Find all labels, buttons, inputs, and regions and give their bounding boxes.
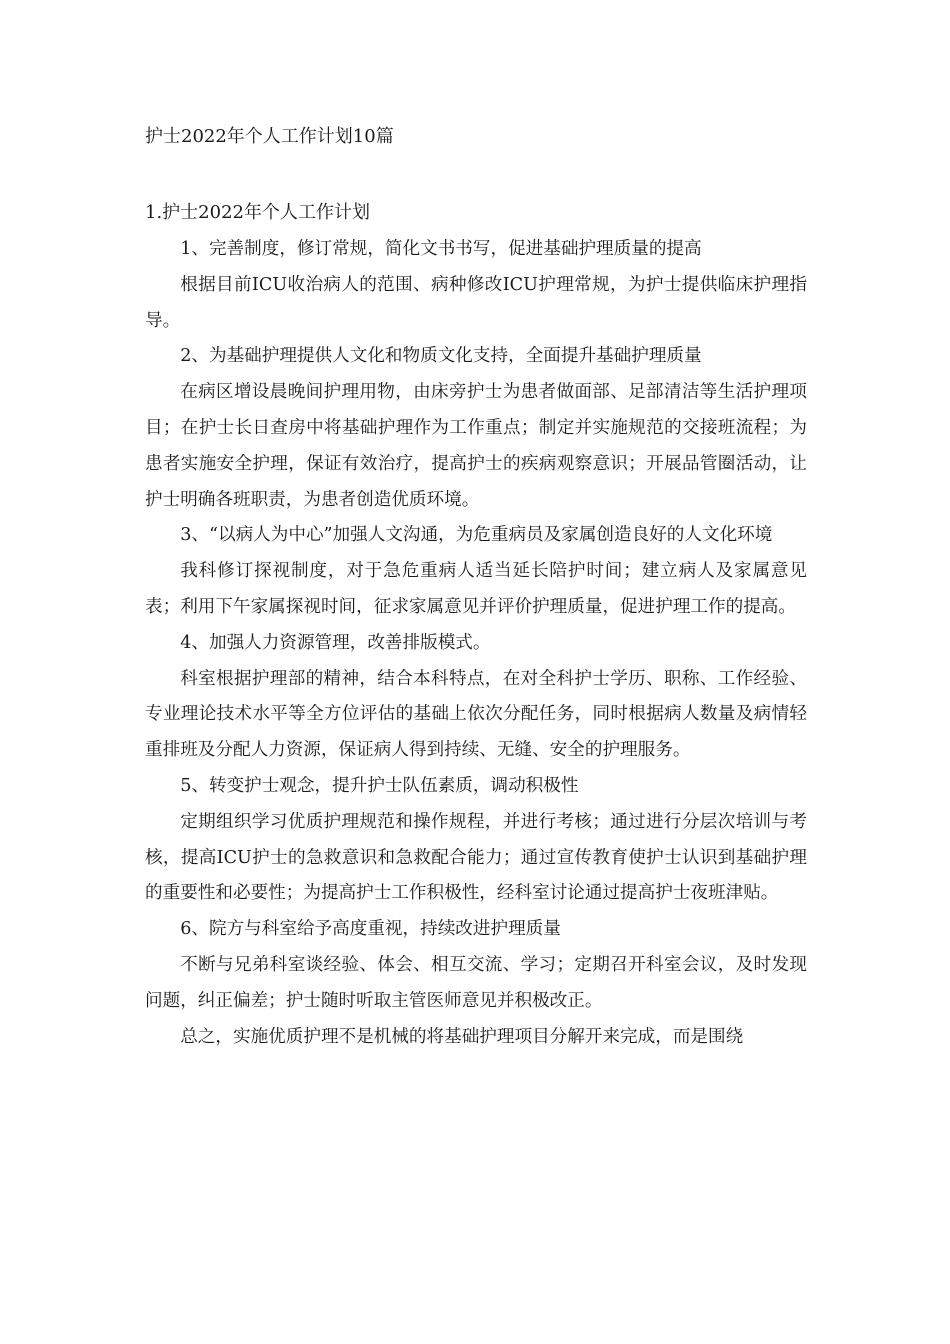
- body-paragraph: 总之，实施优质护理不是机械的将基础护理项目分解开来完成，而是围绕: [180, 1026, 744, 1047]
- item-heading: 1、完善制度，修订常规，简化文书书写，促进基础护理质量的提高: [180, 239, 702, 259]
- body-paragraph: 我科修订探视制度，对于急危重病人适当延长陪护时间；建立病人及家属意见表；利用下午家属探视时间，征求家属意见并评价护理质量，促进护理工作的提高。: [145, 561, 807, 617]
- body-paragraph: 科室根据护理部的精神，结合本科特点，在对全科护士学历、职称、工作经验、专业理论技术水平等全方位评估的基础上依次分配任务，同时根据病人数量及病情轻重排班及分配人力资源，保证病人得到持续、无缝、安全的护理服务。: [145, 668, 807, 761]
- body-paragraph: 定期组织学习优质护理规范和操作规程，并进行考核；通过进行分层次培训与考核，提高ICU护士的急救意识和急救配合能力；通过宣传教育使护士认识到基础护理的重要性和必要性；为提高护士工作积极性，经科室讨论通过提高护士夜班津贴。: [145, 811, 807, 904]
- section-heading: 1.护士2022年个人工作计划: [145, 202, 370, 223]
- body-paragraph: 不断与兄弟科室谈经验、体会、相互交流、学习；定期召开科室会议，及时发现问题，纠正偏差；护士随时听取主管医师意见并积极改正。: [145, 954, 807, 1011]
- body-paragraph: 根据目前ICU收治病人的范围、病种修改ICU护理常规，为护士提供临床护理指导。: [145, 274, 807, 331]
- item-heading: 5、转变护士观念，提升护士队伍素质，调动积极性: [180, 775, 579, 796]
- item-heading: 3、“以病人为中心”加强人文沟通，为危重病员及家属创造良好的人文化环境: [180, 525, 773, 546]
- body-paragraph: 在病区增设晨晚间护理用物，由床旁护士为患者做面部、足部清洁等生活护理项目；在护士长日查房中将基础护理作为工作重点；制定并实施规范的交接班流程；为患者实施安全护理，保证有效治疗，提高护士的疾病观察意识；开展品管圈活动，让护士明确各班职责，为患者创造优质环境。: [145, 382, 807, 510]
- document-body: [145, 198, 807, 1055]
- document-title: 护士2022年个人工作计划10篇: [145, 126, 394, 147]
- item-heading: 2、为基础护理提供人文化和物质文化支持，全面提升基础护理质量: [180, 346, 702, 367]
- item-heading: 6、院方与科室给予高度重视，持续改进护理质量: [180, 919, 561, 940]
- item-heading: 4、加强人力资源管理，改善排版模式。: [180, 632, 491, 653]
